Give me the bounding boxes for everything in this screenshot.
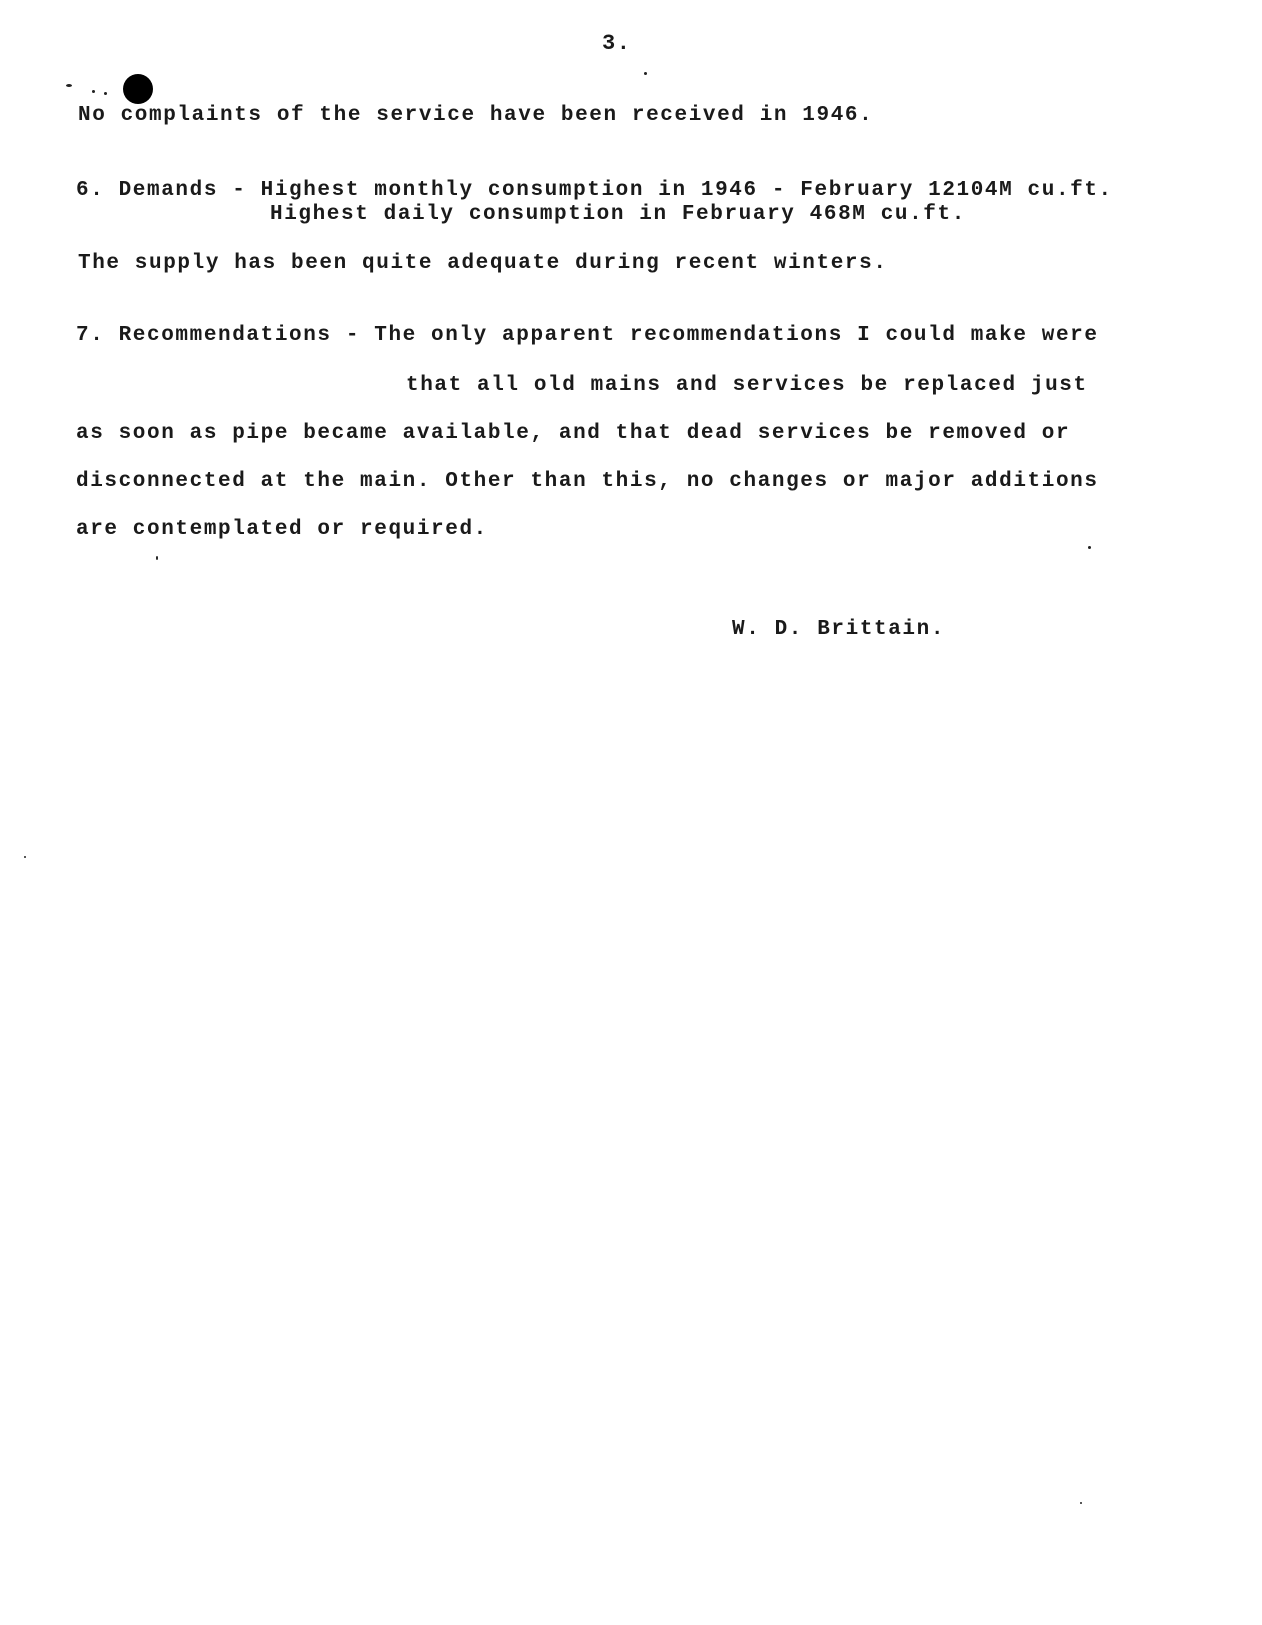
ink-speck xyxy=(24,856,26,858)
demands-daily-line: Highest daily consumption in February 468M cu.ft. xyxy=(270,203,966,226)
ink-speck xyxy=(1088,546,1091,549)
recommendations-line: are contemplated or required. xyxy=(76,518,488,541)
supply-paragraph: The supply has been quite adequate during recent winters. xyxy=(78,252,888,275)
recommendations-line: that all old mains and services be replaced just xyxy=(406,374,1088,397)
ink-speck xyxy=(156,556,158,560)
recommendations-line: 7. Recommendations - The only apparent recommendations I could make were xyxy=(76,324,1099,347)
signature: W. D. Brittain. xyxy=(732,618,946,641)
recommendations-line: as soon as pipe became available, and that dead services be removed or xyxy=(76,422,1071,445)
demands-monthly-line: 6. Demands - Highest monthly consumption in 1946 - February 12104M cu.ft. xyxy=(76,179,1113,202)
recommendations-line: disconnected at the main. Other than this, no changes or major additions xyxy=(76,470,1099,493)
ink-blot xyxy=(123,74,153,104)
ink-speck xyxy=(104,92,107,95)
ink-speck xyxy=(644,72,647,75)
ink-speck xyxy=(66,84,72,87)
complaints-paragraph: No complaints of the service have been received in 1946. xyxy=(78,104,874,127)
ink-speck xyxy=(1080,1502,1082,1504)
page-number: 3. xyxy=(602,31,632,56)
ink-speck xyxy=(92,90,95,93)
